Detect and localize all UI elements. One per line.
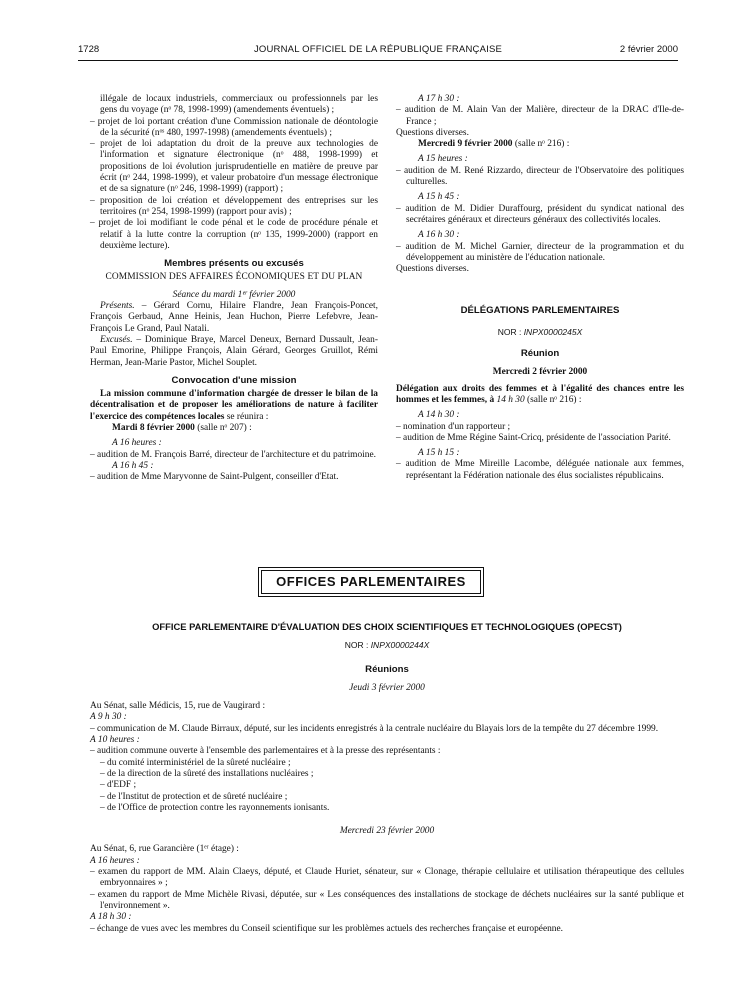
reunion-location: Au Sénat, salle Médicis, 15, rue de Vaugirard : bbox=[90, 701, 266, 712]
left-column bbox=[90, 94, 378, 484]
time-slot: A 16 heures : bbox=[112, 438, 162, 449]
delegation-name: Délégation aux droits des femmes et à l'égalité des chances entre les hommes et les femmes, à bbox=[396, 383, 684, 405]
time-slot: A 17 h 30 : bbox=[418, 94, 460, 104]
delegations-heading: DÉLÉGATIONS PARLEMENTAIRES bbox=[460, 305, 620, 317]
excuses-list: – Dominique Braye, Marcel Deneux, Bernard Dussault, Jean-Paul Emorine, Philippe François, Alain Gérard, Georges Gruillot, Rémi Herman, Jean-Marie Pastor, Michel Souplet. bbox=[90, 334, 378, 368]
agenda-item: – proposition de loi création et développement des entreprises sur les territoires (nᵒ 254, 1998-1999) (rapport pour avis) ; bbox=[90, 195, 378, 217]
excuses-paragraph bbox=[90, 335, 378, 369]
mission-paragraph bbox=[90, 389, 378, 423]
agenda-item: – audition de Mme Régine Saint-Cricq, présidente de l'association Parité. bbox=[396, 432, 671, 443]
nor-label: NOR : bbox=[497, 326, 524, 337]
commission-name: COMMISSION DES AFFAIRES ÉCONOMIQUES ET DU PLAN bbox=[105, 272, 363, 283]
journal-title: JOURNAL OFFICIEL DE LA RÉPUBLIQUE FRANÇAISE bbox=[253, 44, 503, 55]
mission-name: La mission commune d'information chargée de dresser le bilan de la décentralisation et de proposer les améliorations de nature à faciliter l'exercice des compétences locales bbox=[90, 389, 378, 422]
excuses-label: Excusés. bbox=[100, 334, 133, 345]
reunion-date: Mercredi 2 février 2000 bbox=[492, 367, 588, 378]
page-number: 1728 bbox=[78, 44, 100, 55]
delegation-paragraph bbox=[396, 384, 684, 407]
delegation-rest: (salle nᵒ 216) : bbox=[524, 394, 582, 405]
agenda-item: – nomination d'un rapporteur ; bbox=[396, 421, 511, 432]
time-slot: A 15 h 15 : bbox=[418, 448, 460, 459]
reunions-heading: Réunions bbox=[365, 663, 409, 675]
agenda-item: – audition de M. Michel Garnier, directeur de la programmation et du développement au ministère de l'éducation nationale. bbox=[396, 241, 684, 263]
reunion-heading: Réunion bbox=[520, 348, 560, 360]
questions-diverses: Questions diverses. bbox=[396, 264, 469, 275]
sub-item: – du comité interministériel de la sûreté nucléaire ; bbox=[100, 757, 291, 768]
time-slot: A 15 h 45 : bbox=[418, 192, 460, 203]
nor-label: NOR : bbox=[344, 640, 371, 651]
agenda-item: – projet de loi modifiant le code pénal et le code de procédure pénale et relatif à la lutte contre la corruption (nᵒ 135, 1999-2000) (rapport en deuxième lecture). bbox=[90, 218, 378, 251]
time-slot: A 16 h 45 : bbox=[112, 460, 154, 471]
meeting-date: Mercredi 9 février 2000 bbox=[418, 139, 513, 150]
convocation-heading: Convocation d'une mission bbox=[171, 374, 297, 386]
right-column bbox=[396, 94, 684, 482]
offices-banner bbox=[258, 567, 484, 597]
sub-item: – de la direction de la sûreté des installations nucléaires ; bbox=[100, 768, 314, 779]
reunion-date: Mercredi 23 février 2000 bbox=[339, 826, 435, 837]
nor-line bbox=[90, 640, 684, 651]
time-slot: A 14 h 30 : bbox=[418, 410, 460, 421]
page-header bbox=[78, 44, 678, 58]
time-slot: A 10 heures : bbox=[90, 735, 140, 746]
agenda-item: – communication de M. Claude Birraux, député, sur les incidents enregistrés à la centrale nucléaire du Blayais lors de la tempête du 27 décembre 1999. bbox=[90, 723, 659, 734]
agenda-item: – examen du rapport de MM. Alain Claeys, député, et Claude Huriet, sénateur, sur « Clonage, thérapie cellulaire et utilisation thérapeutique des cellules embryonnaires » ; bbox=[90, 867, 684, 889]
meeting-room: (salle nᵒ 207) : bbox=[194, 423, 252, 434]
time-slot: A 15 heures : bbox=[418, 154, 468, 165]
agenda-item: – audition de M. François Barré, directeur de l'architecture et du patrimoine. bbox=[90, 449, 376, 460]
presents-paragraph bbox=[90, 301, 378, 335]
agenda-item: – audition de M. René Rizzardo, directeur de l'Observatoire des politiques culturelles. bbox=[396, 165, 684, 188]
meeting-room: (salle nᵒ 216) : bbox=[512, 139, 570, 150]
time-slot: A 9 h 30 : bbox=[90, 712, 127, 723]
opecst-heading: OFFICE PARLEMENTAIRE D'ÉVALUATION DES CHOIX SCIENTIFIQUES ET TECHNOLOGIQUES (OPECST) bbox=[152, 621, 622, 632]
nor-line bbox=[396, 327, 684, 338]
delegation-time: 14 h 30 bbox=[494, 394, 525, 405]
agenda-item: – audition de M. Alain Van der Malière, directeur de la DRAC d'Ile-de-France ; bbox=[396, 105, 684, 127]
agenda-item: – audition de M. Didier Duraffourg, président du syndicat national des secrétaires généraux et directeurs généraux des collectivités locales. bbox=[396, 203, 684, 225]
agenda-item: – projet de loi portant création d'une Commission nationale de déontologie de la sécurité (nᵒˢ 480, 1997-1998) (amendements éventuels) ; bbox=[90, 116, 378, 138]
agenda-item: illégale de locaux industriels, commerciaux ou professionnels par les gens du voyage (nᵒ 78, 1998-1999) (amendements éventuels) ; bbox=[100, 94, 378, 116]
nor-value: INPX0000245X bbox=[523, 326, 583, 337]
agenda-item: – audition de Mme Mireille Lacombe, déléguée nationale aux femmes, représentant la Fédération nationale des élus socialistes républicains. bbox=[396, 459, 684, 481]
presents-list: – Gérard Cornu, Hilaire Flandre, Jean François-Poncet, François Gerbaud, Anne Heinis, Jean Huchon, Pierre Lefebvre, Jean-François Le Grand, Paul Natali. bbox=[90, 301, 378, 334]
sub-item: – de l'Office de protection contre les rayonnements ionisants. bbox=[100, 802, 330, 813]
nor-value: INPX0000244X bbox=[370, 640, 430, 651]
reunion-date: Jeudi 3 février 2000 bbox=[349, 682, 425, 693]
opecst-section bbox=[90, 621, 684, 935]
agenda-item: – projet de loi adaptation du droit de la preuve aux technologies de l'information et signature électronique (nᵒ 488, 1998-1999) et propositions de loi évolution jurisprudentielle en matière de preuve par écrit (nᵒ 244, 1998-1999), et valeur probatoire d'un message électronique et de sa signature (nᵒ 246, 1998-1999) (rapport) ; bbox=[90, 139, 378, 195]
agenda-item: – audition commune ouverte à l'ensemble des parlementaires et à la presse des représentants : bbox=[90, 746, 441, 757]
meeting-date: Mardi 8 février 2000 bbox=[112, 423, 195, 434]
header-date: 2 février 2000 bbox=[619, 44, 678, 55]
agenda-item: – examen du rapport de Mme Michèle Rivasi, députée, sur « Les conséquences des installations de stockage de déchets nucléaires sur la santé publique et l'environnement ». bbox=[90, 889, 684, 911]
time-slot: A 18 h 30 : bbox=[90, 912, 132, 923]
presents-label: Présents. bbox=[100, 301, 135, 312]
membres-heading: Membres présents ou excusés bbox=[164, 258, 304, 270]
time-slot: A 16 h 30 : bbox=[418, 230, 460, 241]
sub-item: – d'EDF ; bbox=[100, 780, 137, 791]
reunion-location: Au Sénat, 6, rue Garancière (1ᵉʳ étage) : bbox=[90, 844, 239, 855]
mission-rest: se réunira : bbox=[224, 411, 269, 422]
meeting-date-line bbox=[396, 139, 684, 150]
seance-date: Séance du mardi 1ᵉʳ février 2000 bbox=[172, 289, 296, 300]
agenda-item: – audition de Mme Maryvonne de Saint-Pulgent, conseiller d'Etat. bbox=[90, 472, 339, 483]
offices-banner-title: OFFICES PARLEMENTAIRES bbox=[261, 570, 481, 594]
header-rule bbox=[78, 60, 678, 61]
agenda-item: – échange de vues avec les membres du Conseil scientifique sur les problèmes actuels des recherches française et européenne. bbox=[90, 923, 563, 934]
questions-diverses: Questions diverses. bbox=[396, 127, 469, 138]
sub-item: – de l'Institut de protection et de sûreté nucléaire ; bbox=[100, 791, 288, 802]
time-slot: A 16 heures : bbox=[90, 855, 140, 866]
meeting-date-line bbox=[90, 423, 378, 434]
